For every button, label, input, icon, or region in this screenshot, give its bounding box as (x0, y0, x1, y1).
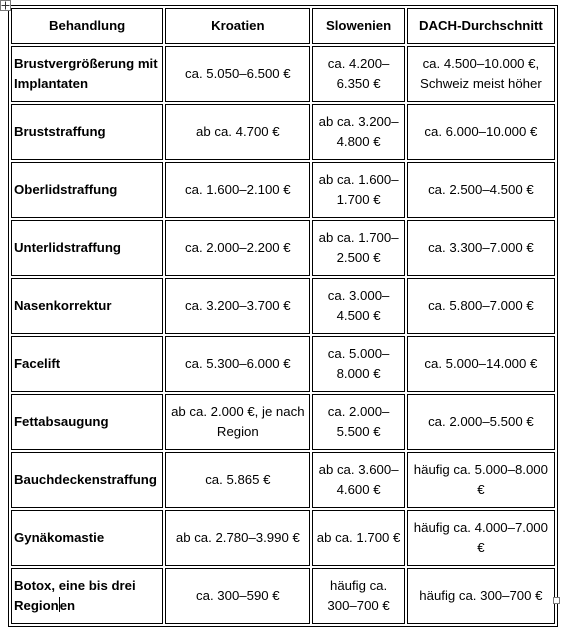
slovenia-price-cell[interactable]: ab ca. 1.700–2.500 € (312, 220, 404, 276)
document-page (8, 5, 558, 613)
table-row (11, 336, 555, 392)
croatia-price-cell[interactable]: ca. 1.600–2.100 € (165, 162, 310, 218)
slovenia-price-cell[interactable]: ca. 5.000–8.000 € (312, 336, 404, 392)
croatia-price-cell[interactable]: ca. 5.050–6.500 € (165, 46, 310, 102)
table-row (11, 278, 555, 334)
table-header-row (11, 8, 555, 44)
slovenia-price-cell[interactable]: ab ca. 1.600–1.700 € (312, 162, 404, 218)
slovenia-price-cell[interactable]: ab ca. 3.200–4.800 € (312, 104, 404, 160)
slovenia-price-cell[interactable]: ca. 2.000–5.500 € (312, 394, 404, 450)
slovenia-price-cell[interactable]: ab ca. 1.700 € (312, 510, 404, 566)
treatment-cell[interactable]: Facelift (11, 336, 163, 392)
table-row (11, 104, 555, 160)
column-header-slovenia[interactable]: Slowenien (312, 8, 404, 44)
treatment-cell[interactable]: Oberlidstraffung (11, 162, 163, 218)
treatment-cell[interactable] (11, 568, 163, 624)
treatment-cell[interactable]: Gynäkomastie (11, 510, 163, 566)
croatia-price-cell[interactable]: ca. 5.865 € (165, 452, 310, 508)
move-arrows-icon (1, 1, 10, 10)
slovenia-price-cell[interactable]: ca. 3.000–4.500 € (312, 278, 404, 334)
treatment-cell[interactable]: Unterlidstraffung (11, 220, 163, 276)
croatia-price-cell[interactable]: ca. 3.200–3.700 € (165, 278, 310, 334)
croatia-price-cell[interactable]: ab ca. 2.780–3.990 € (165, 510, 310, 566)
move-handle-icon[interactable] (0, 0, 11, 11)
table-row (11, 162, 555, 218)
slovenia-price-cell[interactable]: häufig ca. 300–700 € (312, 568, 404, 624)
treatment-cell[interactable]: Bruststraffung (11, 104, 163, 160)
croatia-price-cell[interactable]: ab ca. 4.700 € (165, 104, 310, 160)
table-row (11, 568, 555, 624)
treatment-cell[interactable]: Brustvergrößerung mit Implantaten (11, 46, 163, 102)
treatment-cell[interactable]: Nasenkorrektur (11, 278, 163, 334)
column-header-treatment[interactable]: Behandlung (11, 8, 163, 44)
dach-price-cell[interactable]: ca. 5.000–14.000 € (407, 336, 555, 392)
treatment-text-before-caret: Botox, eine bis drei Region (14, 578, 136, 613)
croatia-price-cell[interactable]: ca. 300–590 € (165, 568, 310, 624)
dach-price-cell[interactable]: ca. 4.500–10.000 €, Schweiz meist höher (407, 46, 555, 102)
treatment-cell[interactable]: Bauchdeckenstraffung (11, 452, 163, 508)
croatia-price-cell[interactable]: ca. 5.300–6.000 € (165, 336, 310, 392)
dach-price-cell[interactable]: häufig ca. 4.000–7.000 € (407, 510, 555, 566)
croatia-price-cell[interactable]: ca. 2.000–2.200 € (165, 220, 310, 276)
column-header-croatia[interactable]: Kroatien (165, 8, 310, 44)
column-header-dach-average[interactable]: DACH-Durchschnitt (407, 8, 555, 44)
dach-price-cell[interactable]: häufig ca. 300–700 € (407, 568, 555, 624)
slovenia-price-cell[interactable]: ca. 4.200–6.350 € (312, 46, 404, 102)
price-comparison-table[interactable] (8, 5, 558, 627)
table-row (11, 510, 555, 566)
treatment-cell[interactable]: Fettabsaugung (11, 394, 163, 450)
dach-price-cell[interactable]: ca. 2.000–5.500 € (407, 394, 555, 450)
table-row (11, 220, 555, 276)
table-row (11, 394, 555, 450)
dach-price-cell[interactable]: ca. 6.000–10.000 € (407, 104, 555, 160)
dach-price-cell[interactable]: häufig ca. 5.000–8.000 € (407, 452, 555, 508)
treatment-text-after-caret: en (59, 598, 76, 613)
dach-price-cell[interactable]: ca. 2.500–4.500 € (407, 162, 555, 218)
table-row (11, 452, 555, 508)
slovenia-price-cell[interactable]: ab ca. 3.600–4.600 € (312, 452, 404, 508)
croatia-price-cell[interactable]: ab ca. 2.000 €, je nach Region (165, 394, 310, 450)
dach-price-cell[interactable]: ca. 3.300–7.000 € (407, 220, 555, 276)
resize-handle-icon[interactable] (553, 597, 560, 604)
table-row (11, 46, 555, 102)
dach-price-cell[interactable]: ca. 5.800–7.000 € (407, 278, 555, 334)
